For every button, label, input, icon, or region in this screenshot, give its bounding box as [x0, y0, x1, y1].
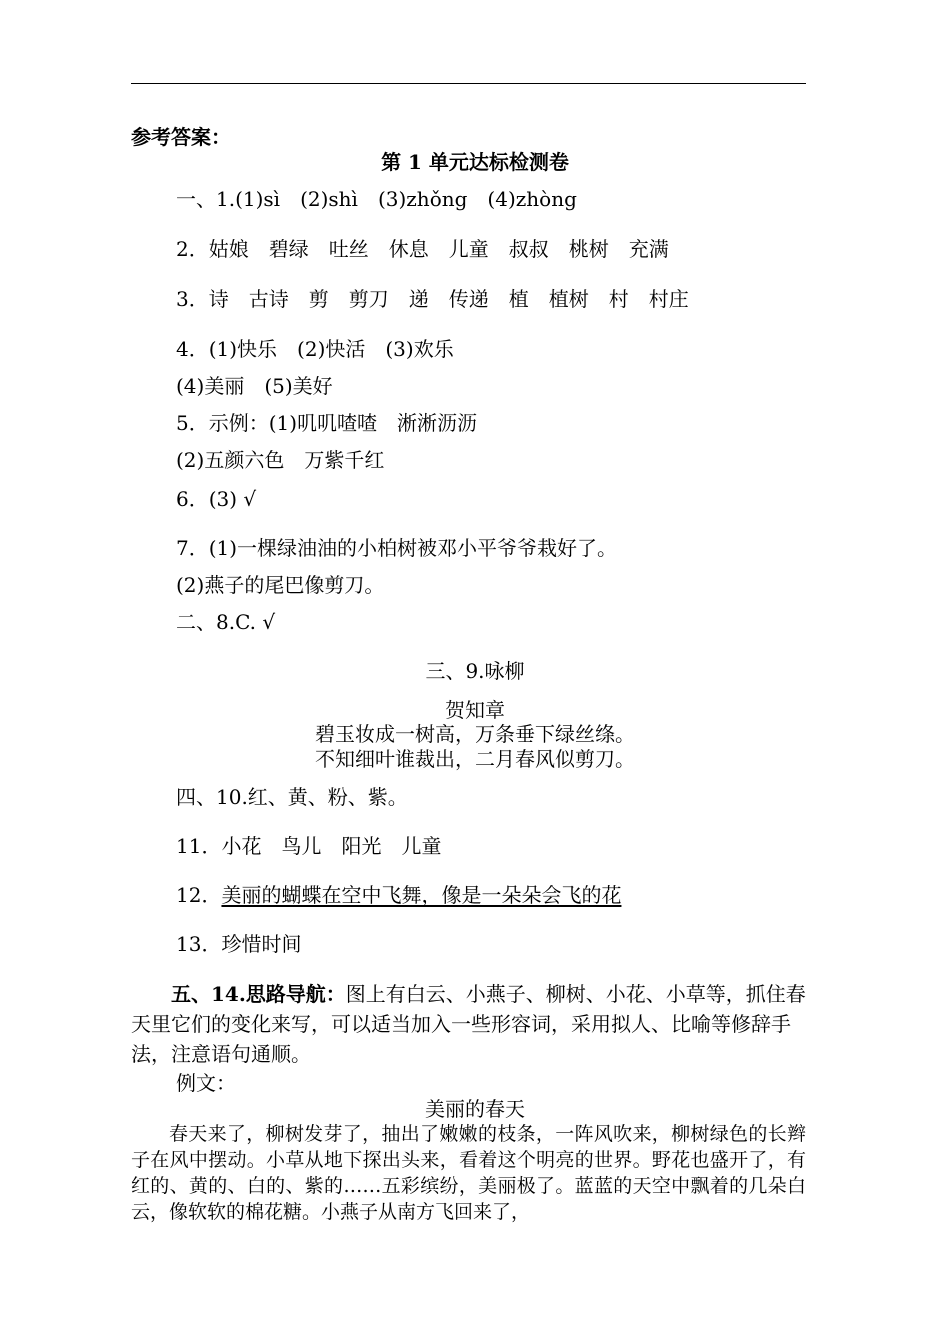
answer-q10: 四、10.红、黄、粉、紫。 — [176, 785, 408, 809]
poem-author: 贺知章 — [445, 698, 505, 722]
answer-q13: 13．珍惜时间 — [176, 932, 302, 956]
answer-q5-line2: (2)五颜六色 万紫千红 — [176, 448, 385, 472]
answer-q3: 3．诗 古诗 剪 剪刀 递 传递 植 植树 村 村庄 — [176, 287, 689, 311]
answer-q12 — [176, 882, 621, 908]
header-rule — [131, 83, 806, 84]
answer-q7-line2: (2)燕子的尾巴像剪刀。 — [176, 573, 385, 597]
answer-q14 — [131, 979, 806, 1069]
answer-q11: 11．小花 鸟儿 阳光 儿童 — [176, 834, 442, 858]
unit-title: 第 1 单元达标检测卷 — [381, 150, 569, 174]
answer-q4-line2: (4)美丽 (5)美好 — [176, 374, 333, 398]
answer-q8: 二、8.C. √ — [176, 610, 276, 634]
poem-line-2: 不知细叶谁裁出，二月春风似剪刀。 — [315, 747, 635, 771]
answer-q1: 一、1.(1)sì (2)shì (3)zhǒng (4)zhòng — [176, 187, 577, 211]
answer-q6: 6．(3) √ — [176, 487, 257, 511]
answer-q12-number: 12． — [176, 883, 222, 907]
answer-q12-underlined-text: 美丽的蝴蝶在空中飞舞，像是一朵朵会飞的花 — [221, 883, 622, 907]
answer-q7-line1: 7．(1)一棵绿油油的小柏树被邓小平爷爷栽好了。 — [176, 536, 618, 560]
answer-q14-text: 图上有白云、小燕子、柳树、小花、小草等，抓住春天里它们的变化来写，可以适当加入一些形容词，采用拟人、比喻等修辞手法，注意语句通顺。 — [131, 982, 806, 1066]
essay-paragraph: 春天来了，柳树发芽了，抽出了嫩嫩的枝条，一阵风吹来，柳树绿色的长辫子在风中摆动。小草从地下探出头来，看着这个明亮的世界。野花也盛开了，有红的、黄的、白的、紫的……五彩缤纷，美丽极了。蓝蓝的天空中飘着的几朵白云，像软软的棉花糖。小燕子从南方飞回来了， — [131, 1123, 806, 1223]
answer-q2: 2．姑娘 碧绿 吐丝 休息 儿童 叔叔 桃树 充满 — [176, 237, 669, 261]
answer-q5-line1: 5．示例：(1)叽叽喳喳 淅淅沥沥 — [176, 411, 478, 435]
example-label: 例文： — [176, 1071, 236, 1095]
answer-q9-label: 三、9.咏柳 — [425, 659, 525, 683]
poem-line-1: 碧玉妆成一树高，万条垂下绿丝绦。 — [315, 722, 635, 746]
essay-body — [131, 1121, 806, 1225]
answer-key-heading: 参考答案： — [131, 125, 231, 149]
answer-q14-label: 五、14.思路导航： — [171, 982, 346, 1006]
essay-title: 美丽的春天 — [425, 1097, 525, 1121]
answer-q4-line1: 4．(1)快乐 (2)快活 (3)欢乐 — [176, 337, 454, 361]
